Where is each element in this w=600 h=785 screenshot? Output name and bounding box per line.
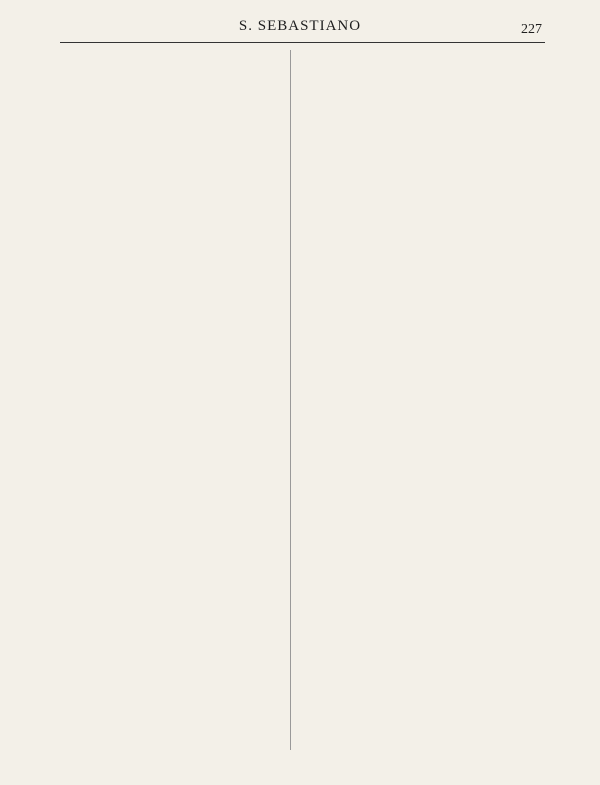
left-column: [60, 50, 280, 750]
header-rule: [60, 42, 545, 43]
running-head: S. SEBASTIANO: [238, 18, 362, 34]
page-number: 227: [521, 22, 542, 37]
right-column: [300, 50, 545, 750]
column-gutter: [290, 50, 291, 750]
